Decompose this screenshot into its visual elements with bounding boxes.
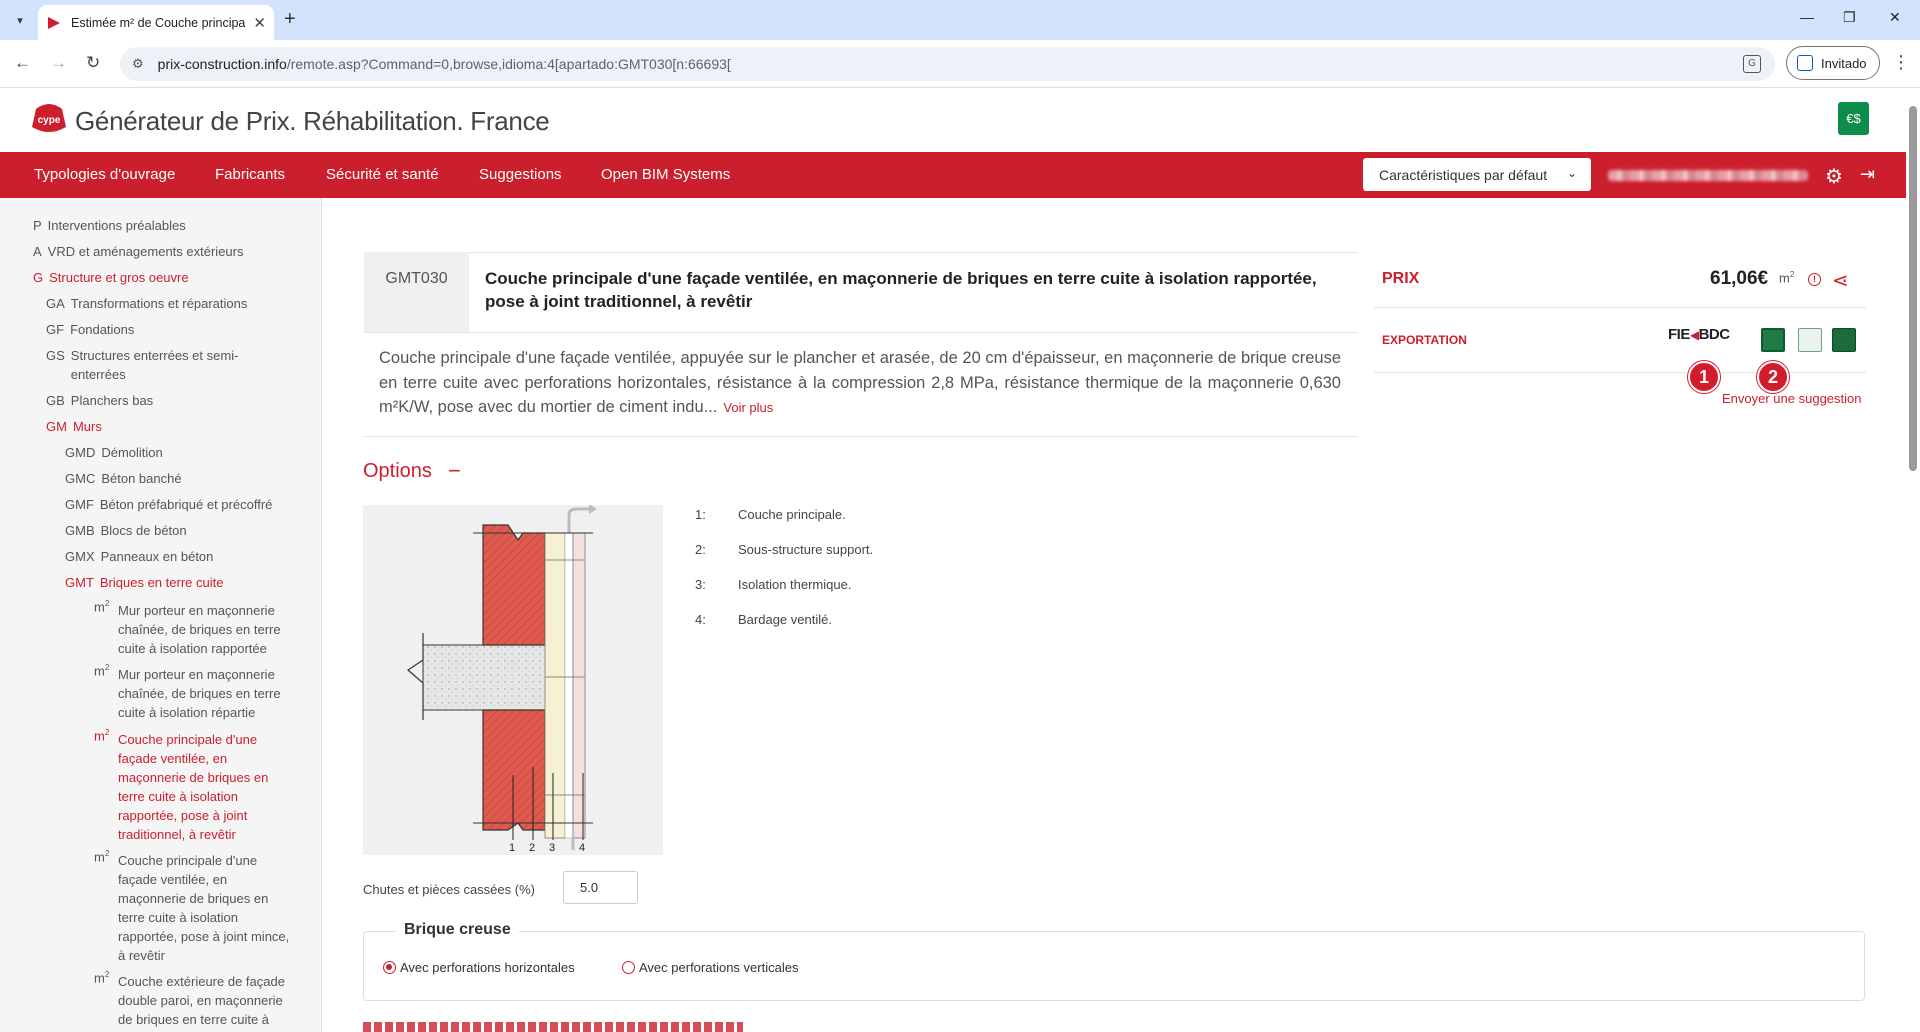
sidebar-leaf-item[interactable]: Couche principale d'une façade ventilée, en maçonnerie de briques en terre cuite à isolation rapportée, pose à joint mince, à revêtir [118,853,290,963]
forward-icon[interactable]: → [50,53,67,72]
unit-label: $m^2$ [94,728,110,744]
diagram-label: 3 [549,842,556,854]
gear-icon[interactable]: ⚙ [1825,166,1843,188]
info-icon[interactable]: ! [1808,273,1821,286]
spreadsheet-export-icon[interactable] [1761,328,1785,352]
browser-tab[interactable] [38,5,274,40]
excel-detailed-export-icon[interactable] [1832,328,1856,352]
sidebar-item-GMF[interactable]: GMF Béton préfabriqué et précoffré [65,497,273,512]
annotation-badge-1: 1 [1688,361,1720,393]
legend-text: Isolation thermique. [738,577,852,592]
brick-options-group [363,931,1865,1001]
annotation-badge-2: 2 [1757,361,1789,393]
voir-plus-link[interactable]: Voir plus [723,400,774,415]
diagram-label: 1 [509,842,516,854]
translate-icon[interactable]: G [1743,55,1761,73]
divider [364,436,1358,437]
divider [1374,307,1866,308]
legend-number: 2: [695,542,706,557]
excel-export-icon[interactable] [1798,328,1822,352]
send-suggestion-link[interactable]: Envoyer une suggestion [1722,391,1862,406]
blurred-user-name [1608,170,1808,181]
waste-percent-input[interactable] [563,871,638,904]
tab-title: Estimée m² de Couche principa [71,15,246,30]
address-bar[interactable] [120,47,1775,81]
sidebar-item-GMX[interactable]: GMX Panneaux en béton [65,549,214,564]
radio-horizontal-perforations[interactable]: Avec perforations horizontales [383,960,575,975]
divider [364,252,1358,253]
nav-item-suggestions[interactable]: Suggestions [479,166,562,183]
legend-number: 3: [695,577,706,592]
site-info-icon[interactable]: ⚙ [132,56,144,71]
browser-toolbar [0,40,1920,88]
waste-label: Chutes et pièces cassées (%) [363,882,535,897]
url-text: prix-construction.info/remote.asp?Command=0,browse,idioma:4[apartado:GMT030[n:66693[ [157,56,731,72]
sidebar-item-G[interactable]: G Structure et gros oeuvre [33,270,189,285]
profile-icon [1797,55,1813,71]
sidebar-tree [0,198,322,1032]
sidebar-item-GS[interactable]: GS Structures enterrées et semi-enterrées [46,348,239,382]
defaults-select[interactable] [1363,158,1591,191]
fiebdc-export-button[interactable]: FIE◀BDC [1668,326,1730,343]
sidebar-item-GM[interactable]: GM Murs [46,419,102,434]
unit-label: $m^2$ [94,970,110,986]
cype-logo[interactable] [30,101,68,135]
nav-item-fabricants[interactable]: Fabricants [215,166,286,183]
diagram-label: 4 [579,842,586,854]
new-tab-icon[interactable]: + [284,8,296,30]
svg-text:cype: cype [37,115,61,126]
sidebar-leaf-item-active[interactable]: Couche principale d'une façade ventilée, en maçonnerie de briques en terre cuite à isolation rapportée, pose à joint traditionnel, à revêtir [118,732,269,842]
nav-item-securite[interactable]: Sécurité et santé [326,166,439,183]
profile-label: Invitado [1821,55,1867,71]
tab-close-icon[interactable]: ✕ [253,14,266,32]
site-title[interactable]: Générateur de Prix. Réhabilitation. France [75,106,550,136]
price-unit: $m^2$ [1779,270,1795,286]
radio-checked-icon [383,961,396,974]
nav-item-open-bim[interactable]: Open BIM Systems [601,166,731,183]
back-icon[interactable]: ← [14,53,31,72]
options-title: Options [363,460,432,482]
minimize-icon[interactable]: — [1800,9,1814,25]
tab-search-icon[interactable]: ▾ [17,14,23,27]
logout-icon[interactable]: ⇥ [1860,164,1876,184]
sidebar-item-GMB[interactable]: GMB Blocs de béton [65,523,187,538]
profile-button[interactable] [1786,46,1880,80]
sidebar-leaf-item[interactable]: Couche extérieure de façade double paroi, en maçonnerie de briques en terre cuite à [118,974,285,1027]
legend-number: 4: [695,612,706,627]
legend-text: Sous-structure support. [738,542,874,557]
unit-label: $m^2$ [94,599,110,615]
browser-menu-icon[interactable]: ⋮ [1892,52,1910,72]
browser-tab-bar [0,0,1920,40]
legend-text: Bardage ventilé. [738,612,832,627]
sidebar-item-GF[interactable]: GF Fondations [46,322,135,337]
divider [1374,372,1866,373]
sidebar-item-GMD[interactable]: GMD Démolition [65,445,163,460]
next-section-title-clipped [363,1022,743,1032]
brick-group-title: Brique creuse [396,921,519,939]
unit-label: $m^2$ [94,663,110,679]
price-label: PRIX [1382,270,1420,287]
defaults-select-label: Caractéristiques par défaut [1379,166,1548,183]
site-favicon-icon [46,15,62,31]
restore-icon[interactable]: ❐ [1843,9,1856,25]
legend-number: 1: [695,507,706,522]
item-code: GMT030 [364,252,469,332]
collapse-toggle[interactable]: − [448,458,461,483]
radio-vertical-perforations[interactable]: Avec perforations verticales [622,960,798,975]
scrollbar-thumb[interactable] [1909,106,1917,471]
sidebar-leaf-item[interactable]: Mur porteur en maçonnerie chaînée, de briques en terre cuite à isolation répartie [118,667,281,720]
description: Couche principale d'une façade ventilée, appuyée sur le plancher et arasée, de 20 cm d'épaisseur, en maçonnerie de brique creuse en terre cuite avec perforations horizontales, résistance à la compression 2,8 MPa, résistance thermique de la maçonnerie 0,630 m²K/W, pose avec du mortier de ciment indu... Voir plus [379,349,1341,416]
unit-label: $m^2$ [94,849,110,865]
radio-unchecked-icon [622,961,635,974]
share-icon[interactable]: ⋖ [1832,270,1849,292]
site-header [0,88,1906,152]
divider [364,332,1358,333]
reload-icon[interactable]: ↻ [86,53,101,72]
page-scrollbar[interactable] [1906,88,1920,1032]
facade-section-diagram [363,505,663,855]
nav-item-typologies[interactable]: Typologies d'ouvrage [34,166,176,183]
sidebar-item-GB[interactable]: GB Planchers bas [46,393,154,408]
page-title: Couche principale d'une façade ventilée, en maçonnerie de briques en terre cuite à isolation rapportée, pose à joint traditionnel, à revêtir [485,269,1317,311]
sidebar-item-GA[interactable]: GA Transformations et réparations [46,296,248,311]
sidebar-leaf-item[interactable]: Mur porteur en maçonnerie chaînée, de briques en terre cuite à isolation rapportée [118,603,281,656]
price-value: 61,06€ [1710,268,1769,289]
export-label: EXPORTATION [1382,333,1467,347]
window-close-icon[interactable]: ✕ [1889,9,1901,25]
diagram-label: 2 [529,842,536,854]
sidebar-item-P[interactable]: P Interventions préalables [33,218,186,233]
legend-text: Couche principale. [738,507,846,522]
main-nav [0,152,1906,198]
chevron-down-icon: ⌄ [1566,166,1577,180]
currency-icon[interactable]: €$ [1838,102,1869,135]
sidebar-item-A[interactable]: A VRD et aménagements extérieurs [33,244,244,259]
sidebar-item-GMC[interactable]: GMC Béton banché [65,471,182,486]
sidebar-item-GMT[interactable]: GMT Briques en terre cuite [65,575,224,590]
